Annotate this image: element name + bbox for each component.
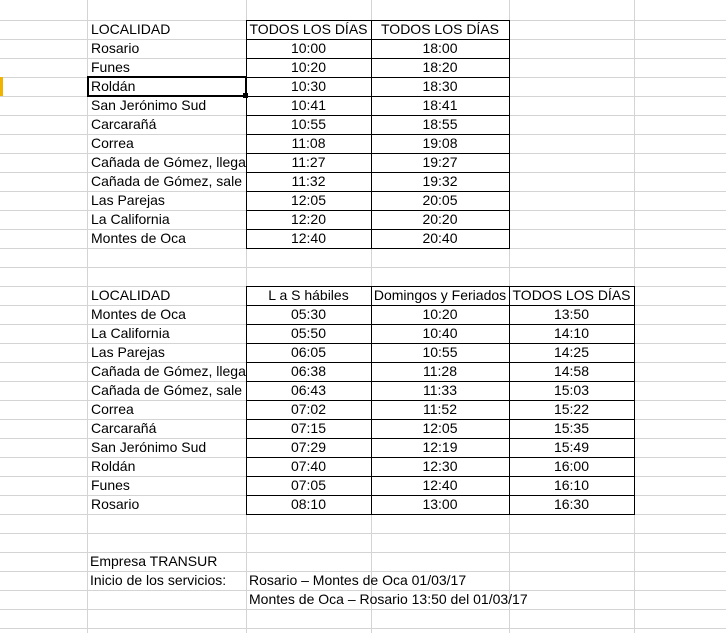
table-border — [246, 362, 635, 363]
time-cell[interactable]: 08:10 — [290, 496, 327, 512]
table-border — [371, 286, 372, 515]
time-cell[interactable]: 07:02 — [290, 401, 327, 417]
time-cell[interactable]: 12:20 — [290, 211, 327, 227]
time-cell[interactable]: 12:40 — [422, 477, 458, 493]
time-cell[interactable]: 15:35 — [553, 420, 590, 436]
locality-cell[interactable]: Cañada de Gómez, llega — [91, 154, 246, 170]
time-cell[interactable]: 07:05 — [290, 477, 327, 493]
locality-cell[interactable]: San Jerónimo Sud — [91, 97, 207, 113]
time-cell[interactable]: 13:00 — [422, 496, 458, 512]
table-border — [246, 134, 510, 135]
locality-cell[interactable]: Carcarañá — [91, 420, 157, 436]
locality-cell[interactable]: Funes — [91, 59, 130, 75]
time-cell[interactable]: 15:49 — [553, 439, 590, 455]
time-cell[interactable]: 15:22 — [553, 401, 590, 417]
time-cell[interactable]: 10:55 — [422, 344, 458, 360]
time-cell[interactable]: 12:05 — [290, 192, 327, 208]
table-border — [246, 305, 635, 306]
table-border — [246, 438, 635, 439]
time-cell[interactable]: 10:20 — [422, 306, 458, 322]
table-border — [246, 115, 510, 116]
table-border — [246, 381, 635, 382]
time-cell[interactable]: 06:38 — [290, 363, 327, 379]
time-cell[interactable]: 11:33 — [423, 382, 457, 398]
table-border — [246, 153, 510, 154]
grid-row-line — [0, 267, 726, 268]
time-cell[interactable]: 11:32 — [291, 173, 326, 189]
time-cell[interactable]: 20:20 — [422, 211, 458, 227]
table-border — [246, 457, 635, 458]
time-cell[interactable]: 14:58 — [553, 363, 590, 379]
time-cell[interactable]: 07:40 — [290, 458, 327, 474]
locality-cell[interactable]: Las Parejas — [91, 192, 165, 208]
header-column[interactable]: TODOS LOS DÍAS — [512, 287, 631, 303]
table-border — [246, 172, 510, 173]
time-cell[interactable]: 05:50 — [290, 325, 327, 341]
header-localidad[interactable]: LOCALIDAD — [91, 287, 171, 303]
header-column[interactable]: L a S hábiles — [268, 287, 349, 303]
time-cell[interactable]: 18:20 — [422, 59, 458, 75]
table-border — [246, 20, 247, 249]
locality-cell[interactable]: La California — [91, 211, 170, 227]
selected-cell[interactable] — [87, 76, 247, 97]
header-column[interactable]: TODOS LOS DÍAS — [249, 21, 368, 37]
time-cell[interactable]: 06:05 — [290, 344, 327, 360]
locality-cell[interactable]: Rosario — [91, 496, 140, 512]
time-cell[interactable]: 15:03 — [553, 382, 590, 398]
row-marker — [0, 77, 3, 96]
time-cell[interactable]: 20:40 — [422, 230, 458, 246]
locality-cell[interactable]: Cañada de Gómez, sale — [91, 173, 242, 189]
locality-cell[interactable]: Roldán — [91, 78, 136, 94]
table-border — [246, 20, 510, 21]
time-cell[interactable]: 18:55 — [422, 116, 458, 132]
start-label: Inicio de los servicios: — [90, 572, 227, 588]
table-border — [246, 476, 635, 477]
table-border — [246, 343, 635, 344]
time-cell[interactable]: 07:29 — [290, 439, 327, 455]
locality-cell[interactable]: Correa — [91, 401, 134, 417]
time-cell[interactable]: 11:28 — [423, 363, 457, 379]
time-cell[interactable]: 10:00 — [290, 40, 327, 56]
time-cell[interactable]: 10:40 — [422, 325, 458, 341]
locality-cell[interactable]: Funes — [91, 477, 130, 493]
table-border — [634, 286, 635, 515]
grid-row-line — [0, 609, 726, 610]
table-border — [246, 324, 635, 325]
time-cell[interactable]: 16:30 — [553, 496, 590, 512]
time-cell[interactable]: 18:41 — [422, 97, 458, 113]
locality-cell[interactable]: Roldán — [91, 458, 136, 474]
header-column[interactable]: Domingos y Feriados — [373, 287, 507, 303]
table-border — [246, 58, 510, 59]
company-name: Empresa TRANSUR — [90, 553, 218, 569]
time-cell[interactable]: 06:43 — [290, 382, 327, 398]
time-cell[interactable]: 11:27 — [291, 154, 326, 170]
table-border — [246, 229, 510, 230]
time-cell[interactable]: 19:32 — [422, 173, 458, 189]
time-cell[interactable]: 10:20 — [290, 59, 327, 75]
time-cell[interactable]: 10:55 — [290, 116, 327, 132]
time-cell[interactable]: 20:05 — [422, 192, 458, 208]
time-cell[interactable]: 11:52 — [423, 401, 457, 417]
table-border — [246, 286, 635, 287]
table-border — [246, 191, 510, 192]
locality-cell[interactable]: Montes de Oca — [91, 306, 186, 322]
locality-cell[interactable]: Carcarañá — [91, 116, 157, 132]
locality-cell[interactable]: La California — [91, 325, 170, 341]
time-cell[interactable]: 10:41 — [290, 97, 327, 113]
table-border — [509, 286, 510, 515]
time-cell[interactable]: 12:05 — [422, 420, 458, 436]
table-border — [246, 210, 510, 211]
time-cell[interactable]: 11:08 — [291, 135, 326, 151]
locality-cell[interactable]: Correa — [91, 135, 134, 151]
table-border — [246, 514, 635, 515]
table-border — [246, 39, 510, 40]
time-cell[interactable]: 10:30 — [290, 78, 327, 94]
table-border — [371, 20, 372, 249]
route-rosario-montes: Rosario – Montes de Oca 01/03/17 — [249, 572, 467, 588]
locality-cell[interactable]: San Jerónimo Sud — [91, 439, 207, 455]
time-cell[interactable]: 14:10 — [553, 325, 590, 341]
time-cell[interactable]: 18:30 — [422, 78, 458, 94]
header-localidad[interactable]: LOCALIDAD — [91, 21, 171, 37]
time-cell[interactable]: 13:50 — [553, 306, 590, 322]
table-border — [246, 96, 510, 97]
table-border — [246, 77, 510, 78]
grid-row-line — [0, 533, 726, 534]
locality-cell[interactable]: Rosario — [91, 40, 140, 56]
table-border — [509, 20, 510, 249]
time-cell[interactable]: 12:19 — [422, 439, 458, 455]
table-border — [246, 495, 635, 496]
locality-cell[interactable]: Cañada de Gómez, sale — [91, 382, 242, 398]
time-cell[interactable]: 16:10 — [553, 477, 590, 493]
table-border — [246, 419, 635, 420]
locality-cell[interactable]: Cañada de Gómez, llega — [91, 363, 246, 379]
fill-handle[interactable] — [243, 93, 248, 98]
grid-row-line — [0, 628, 726, 629]
time-cell[interactable]: 07:15 — [290, 420, 327, 436]
time-cell[interactable]: 12:30 — [422, 458, 458, 474]
time-cell[interactable]: 16:00 — [553, 458, 590, 474]
header-column[interactable]: TODOS LOS DÍAS — [381, 21, 499, 37]
time-cell[interactable]: 12:40 — [290, 230, 327, 246]
table-border — [246, 400, 635, 401]
table-border — [246, 248, 510, 249]
locality-cell[interactable]: Montes de Oca — [91, 230, 186, 246]
time-cell[interactable]: 18:00 — [422, 40, 458, 56]
time-cell[interactable]: 19:08 — [422, 135, 458, 151]
table-border — [246, 286, 247, 515]
time-cell[interactable]: 19:27 — [422, 154, 458, 170]
locality-cell[interactable]: Las Parejas — [91, 344, 165, 360]
time-cell[interactable]: 14:25 — [553, 344, 590, 360]
route-montes-rosario: Montes de Oca – Rosario 13:50 del 01/03/17 — [249, 591, 528, 607]
time-cell[interactable]: 05:30 — [290, 306, 327, 322]
